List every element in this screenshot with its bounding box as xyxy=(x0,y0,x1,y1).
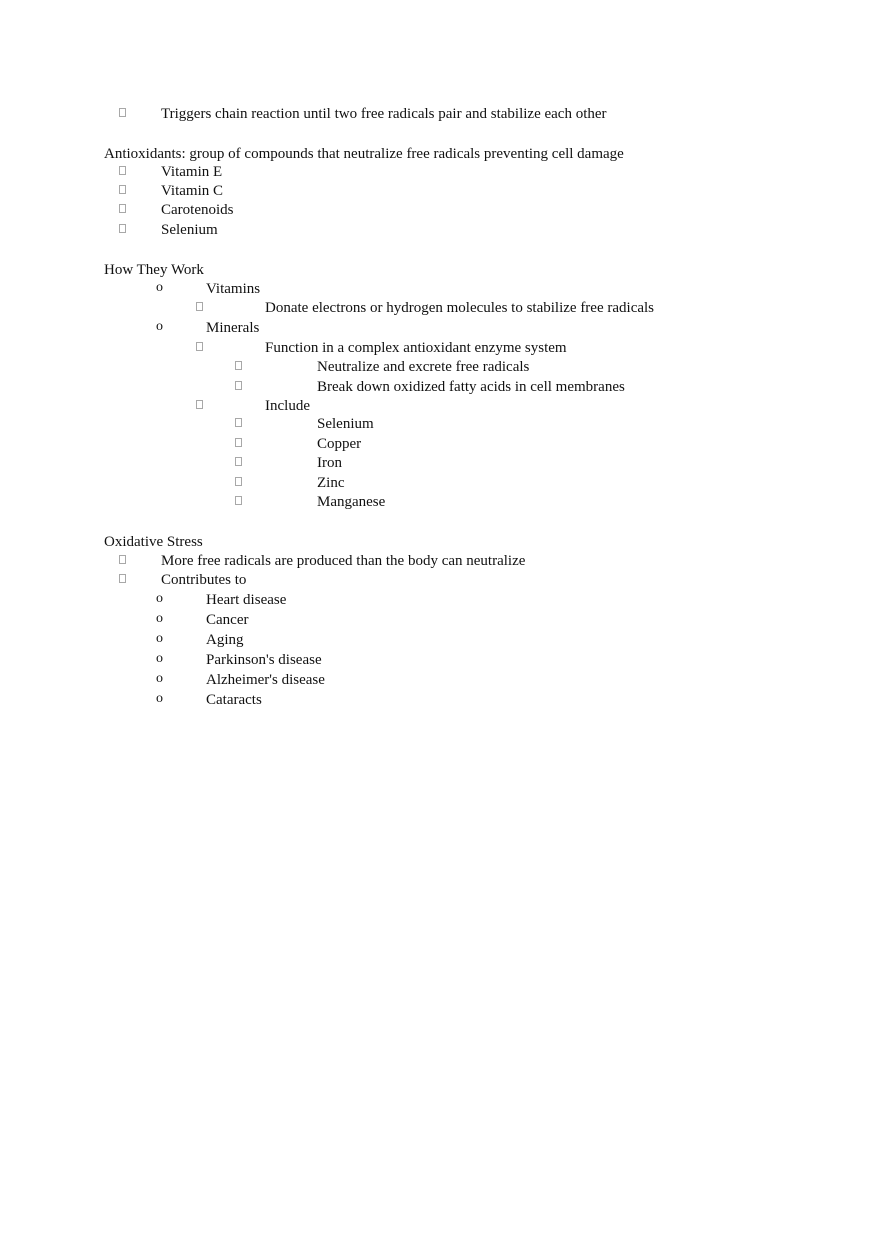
section-heading-how-they-work: How They Work xyxy=(104,262,204,278)
square-bullet-icon xyxy=(235,496,242,505)
square-bullet-icon xyxy=(235,438,242,447)
circle-bullet-icon: o xyxy=(156,651,163,666)
list-item: Carotenoids xyxy=(0,200,880,220)
list-item: More free radicals are produced than the body can neutralize xyxy=(0,551,880,571)
list-item-text: Triggers chain reaction until two free radicals pair and stabilize each other xyxy=(161,106,607,122)
list-item: Include xyxy=(0,396,880,416)
list-item: o Parkinson's disease xyxy=(156,651,322,668)
square-bullet-icon xyxy=(119,224,126,233)
square-bullet-icon xyxy=(119,166,126,175)
list-item: Function in a complex antioxidant enzyme system xyxy=(0,338,880,358)
list-item: Donate electrons or hydrogen molecules to stabilize free radicals xyxy=(0,298,880,318)
square-bullet-icon xyxy=(119,574,126,583)
list-item: Neutralize and excrete free radicals xyxy=(0,357,880,377)
list-item xyxy=(0,104,880,124)
list-item: o Heart disease xyxy=(156,591,287,608)
section-heading-antioxidants: Antioxidants: group of compounds that neutralize free radicals preventing cell damage xyxy=(104,146,624,162)
list-item: Copper xyxy=(0,434,880,454)
square-bullet-icon xyxy=(196,302,203,311)
section-heading-oxidative-stress: Oxidative Stress xyxy=(104,534,203,550)
circle-bullet-icon: o xyxy=(156,631,163,646)
list-item: Manganese xyxy=(0,492,880,512)
list-item: o Cataracts xyxy=(156,691,262,708)
square-bullet-icon xyxy=(235,381,242,390)
circle-bullet-icon: o xyxy=(156,691,163,706)
list-item: o Alzheimer's disease xyxy=(156,671,325,688)
square-bullet-icon xyxy=(119,204,126,213)
list-item: o Aging xyxy=(156,631,244,648)
square-bullet-icon xyxy=(235,418,242,427)
list-item: o Minerals xyxy=(156,319,260,336)
square-bullet-icon xyxy=(119,108,126,117)
square-bullet-icon xyxy=(119,555,126,564)
list-item: Selenium xyxy=(0,220,880,240)
square-bullet-icon xyxy=(196,400,203,409)
circle-bullet-icon: o xyxy=(156,591,163,606)
list-item: o Vitamins xyxy=(156,280,261,297)
list-item: Break down oxidized fatty acids in cell membranes xyxy=(0,377,880,397)
square-bullet-icon xyxy=(235,361,242,370)
square-bullet-icon xyxy=(119,185,126,194)
square-bullet-icon xyxy=(235,457,242,466)
list-item: Zinc xyxy=(0,473,880,493)
list-item: Vitamin C xyxy=(0,181,880,201)
list-item: Contributes to xyxy=(0,570,880,590)
square-bullet-icon xyxy=(196,342,203,351)
list-item: o Cancer xyxy=(156,611,249,628)
circle-bullet-icon: o xyxy=(156,671,163,686)
list-item: Vitamin E xyxy=(0,162,880,182)
square-bullet-icon xyxy=(235,477,242,486)
circle-bullet-icon: o xyxy=(156,280,163,295)
circle-bullet-icon: o xyxy=(156,611,163,626)
circle-bullet-icon: o xyxy=(156,319,163,334)
list-item: Selenium xyxy=(0,414,880,434)
list-item: Iron xyxy=(0,453,880,473)
